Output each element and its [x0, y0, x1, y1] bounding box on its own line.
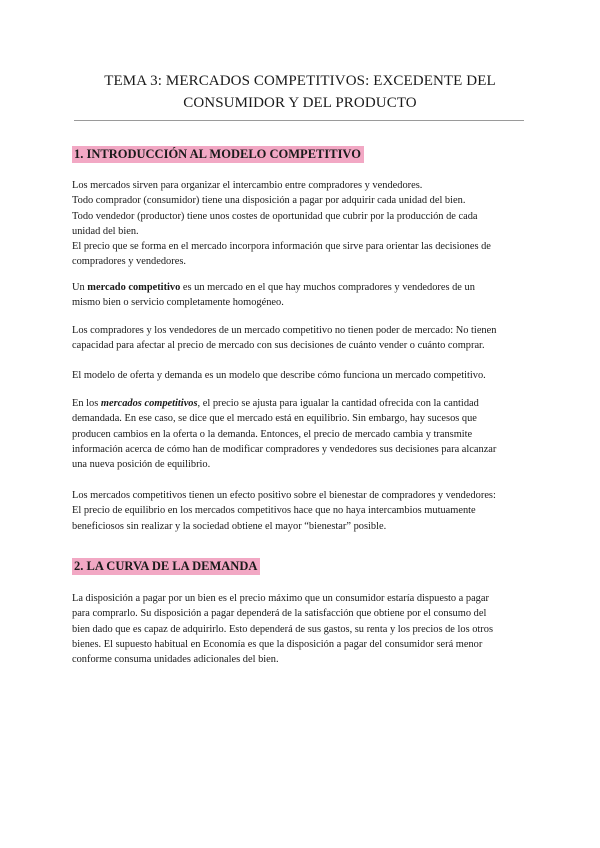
paragraph-disposicion-a-pagar: [72, 591, 527, 667]
text-line: Los mercados sirven para organizar el intercambio entre compradores y vendedores.: [72, 180, 423, 191]
text-line: bien dado que es capaz de adquirirlo. Esto dependerá de sus gastos, su renta y los precios de los otros: [72, 623, 493, 635]
text-line: mismo bien o servicio completamente homogéneo.: [72, 297, 284, 309]
paragraph-modelo-oferta-demanda: [72, 368, 527, 383]
text-line: Los compradores y los vendedores de un mercado competitivo no tienen poder de mercado: No tienen: [72, 325, 497, 336]
document-title-line-2: CONSUMIDOR Y DEL PRODUCTO: [183, 95, 417, 111]
text-line: [72, 280, 527, 295]
text-run: Un: [72, 282, 88, 293]
text-run: , el precio se ajusta para igualar la cantidad ofrecida con la cantidad: [197, 398, 479, 409]
document-title: [90, 70, 510, 114]
text-line: La disposición a pagar por un bien es el precio máximo que un consumidor estaría dispuesto a pagar: [72, 593, 489, 604]
paragraph-poder-de-mercado: [72, 323, 527, 354]
text-line: para comprarlo. Su disposición a pagar dependerá de la satisfacción que obtiene por el consumo del: [72, 608, 487, 620]
section-heading-curva-demanda: 2. LA CURVA DE LA DEMANDA: [72, 558, 260, 575]
paragraph-mercados-intro: [72, 178, 527, 270]
paragraph-bienestar: [72, 488, 527, 534]
term-mercados-competitivos: mercados competitivos: [100, 398, 198, 409]
text-line: demandada. En ese caso, se dice que el mercado está en equilibrio. Sin embargo, hay sucesos que: [72, 413, 477, 425]
text-line: información acerca de cómo han de modificar compradores y vendedores sus decisiones para alcanzar: [72, 443, 497, 455]
text-line: Todo comprador (consumidor) tiene una disposición a pagar por adquirir cada unidad del bien.: [72, 195, 466, 207]
term-mercado-competitivo: mercado competitivo: [87, 282, 181, 293]
text-line: El precio de equilibrio en los mercados competitivos hace que no haya intercambios mutuamente: [72, 505, 476, 517]
document-title-line-1: TEMA 3: MERCADOS COMPETITIVOS: EXCEDENTE DEL: [104, 73, 496, 89]
text-line: conforme consuma unidades adicionales del bien.: [72, 654, 279, 666]
text-line: compradores y vendedores.: [72, 256, 186, 268]
text-line: producen cambios en la oferta o la demanda. Entonces, el precio de mercado cambia y transmite: [72, 428, 473, 440]
text-line: El modelo de oferta y demanda es un modelo que describe cómo funciona un mercado competitivo.: [72, 370, 486, 381]
paragraph-mercado-competitivo-definicion: [72, 280, 527, 311]
title-divider: [74, 120, 524, 121]
section-heading-introduccion: 1. INTRODUCCIÓN AL MODELO COMPETITIVO: [72, 146, 364, 163]
text-line: una nueva posición de equilibrio.: [72, 459, 211, 471]
text-line: El precio que se forma en el mercado incorpora información que sirve para orientar las decisiones de: [72, 241, 491, 253]
text-line: Los mercados competitivos tienen un efecto positivo sobre el bienestar de compradores y vendedores:: [72, 490, 496, 501]
text-line: [72, 396, 527, 411]
text-line: unidad del bien.: [72, 225, 139, 237]
text-line: bienes. El supuesto habitual en Economía es que la disposición a pagar del consumidor será menor: [72, 638, 483, 650]
text-run: es un mercado en el que hay muchos compradores y vendedores de un: [180, 282, 475, 293]
text-run: En los: [72, 398, 101, 409]
text-line: Todo vendedor (productor) tiene unos costes de oportunidad que cubrir por la producción de cada: [72, 210, 478, 222]
paragraph-equilibrio: [72, 396, 527, 472]
text-line: beneficiosos sin realizar y la sociedad obtiene el mayor “bienestar” posible.: [72, 520, 387, 532]
text-line: capacidad para afectar al precio de mercado con sus decisiones de cuánto vender o cuánto comprar.: [72, 340, 485, 352]
